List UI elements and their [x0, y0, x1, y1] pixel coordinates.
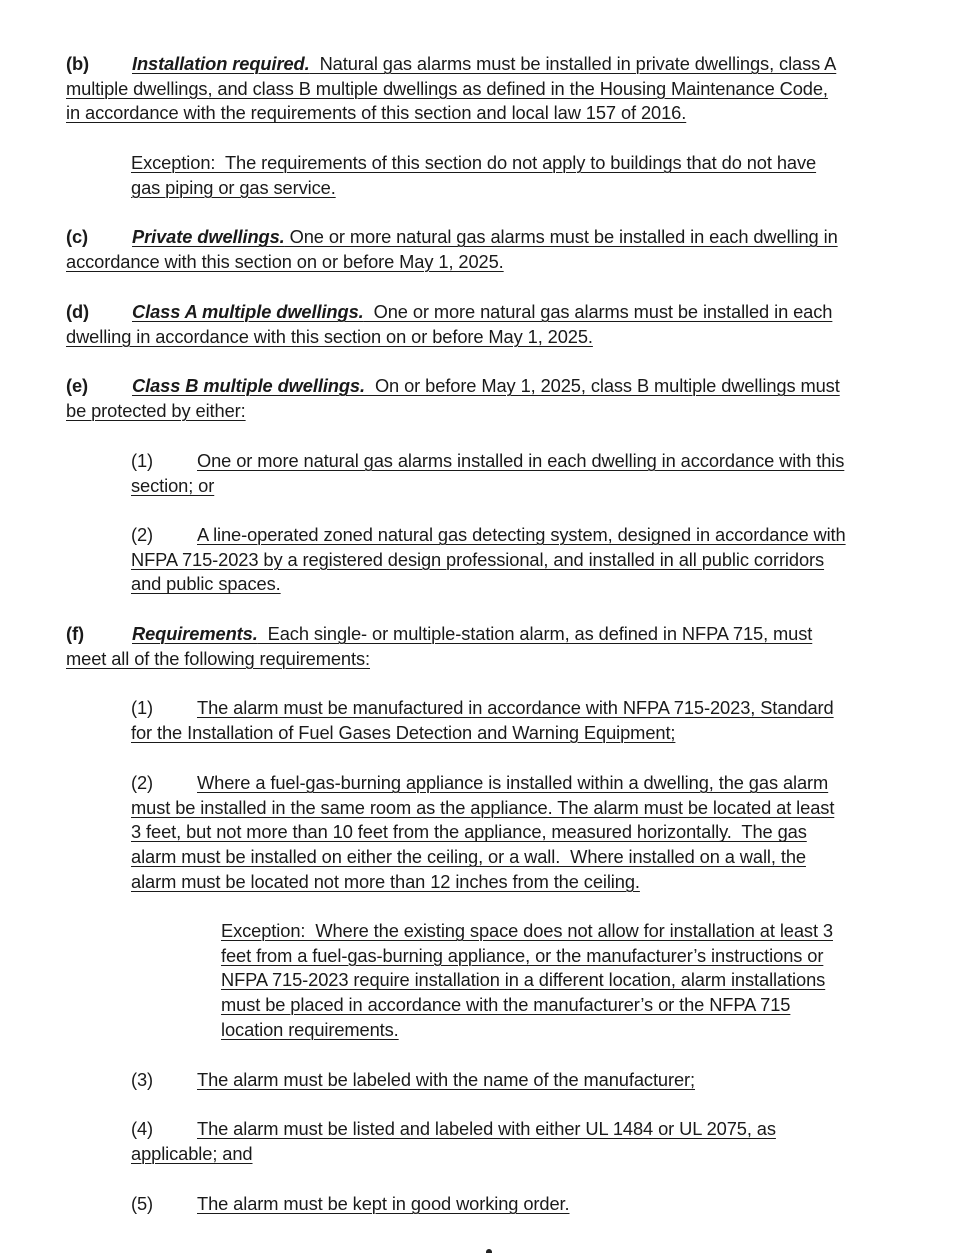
- section-f: [66, 622, 812, 671]
- section-b-line: in accordance with the requirements of this section and local law 157 of 2016.: [66, 102, 687, 124]
- section-f-text: Each single- or multiple-station alarm, as defined in NFPA 715, must: [257, 623, 813, 644]
- section-f-label: (f): [66, 623, 84, 644]
- exception-line: Exception: Where the existing space does not allow for installation at least 3: [221, 920, 833, 941]
- section-f-item-3: [131, 1068, 695, 1093]
- item-label: (1): [131, 450, 154, 471]
- section-b-label: (b): [66, 53, 90, 74]
- section-d-text: One or more natural gas alarms must be installed in each: [363, 301, 833, 322]
- section-f-item-4: [131, 1117, 776, 1166]
- section-b-exception: [131, 151, 816, 200]
- page-number-fragment: [486, 1249, 492, 1253]
- section-e-item-1: [131, 449, 844, 498]
- section-f-line: meet all of the following requirements:: [66, 647, 370, 669]
- item-text: The alarm must be kept in good working order.: [197, 1193, 570, 1214]
- section-e-text: On or before May 1, 2025, class B multiple dwellings must: [364, 375, 840, 396]
- item-text: The alarm must be manufactured in accordance with NFPA 715-2023, Standard: [197, 697, 834, 718]
- exception-line: NFPA 715-2023 require installation in a different location, alarm installations: [221, 969, 826, 991]
- section-d: [66, 300, 832, 349]
- section-e-label: (e): [66, 375, 89, 396]
- item-label: (3): [131, 1069, 154, 1090]
- exception-line: location requirements.: [221, 1018, 399, 1040]
- section-b-heading: Installation required.: [132, 53, 310, 74]
- section-f-item-5: [131, 1192, 570, 1217]
- item-label: (2): [131, 772, 154, 793]
- item-text: A line-operated zoned natural gas detecting system, designed in accordance with: [197, 524, 846, 545]
- item-line: applicable; and: [131, 1142, 253, 1164]
- section-c-text: One or more natural gas alarms must be installed in each dwelling in: [284, 226, 838, 247]
- section-c-line: accordance with this section on or before May 1, 2025.: [66, 250, 504, 272]
- exception-line: feet from a fuel-gas-burning appliance, or the manufacturer’s instructions or: [221, 944, 824, 966]
- item-label: (2): [131, 524, 154, 545]
- section-e-item-2: [131, 523, 846, 597]
- item-line: for the Installation of Fuel Gases Detection and Warning Equipment;: [131, 721, 676, 743]
- section-f-heading: Requirements.: [132, 623, 258, 644]
- item-line: and public spaces.: [131, 573, 281, 595]
- section-f-item-1: [131, 696, 834, 745]
- section-c-label: (c): [66, 226, 89, 247]
- section-d-line: dwelling in accordance with this section on or before May 1, 2025.: [66, 325, 593, 347]
- item-line: NFPA 715-2023 by a registered design professional, and installed in all public corridors: [131, 548, 825, 570]
- item-text: The alarm must be labeled with the name of the manufacturer;: [197, 1069, 696, 1090]
- exception-line: gas piping or gas service.: [131, 176, 336, 198]
- item-line: 3 feet, but not more than 10 feet from the appliance, measured horizontally. The gas: [131, 821, 807, 843]
- item-text: Where a fuel-gas-burning appliance is installed within a dwelling, the gas alarm: [197, 772, 829, 793]
- section-e-heading: Class B multiple dwellings.: [132, 375, 365, 396]
- item-line: alarm must be installed on either the ceiling, or a wall. Where installed on a wall, the: [131, 846, 806, 868]
- section-b-text: Natural gas alarms must be installed in private dwellings, class A: [309, 53, 837, 74]
- section-e: [66, 374, 840, 423]
- item-text: One or more natural gas alarms installed in each dwelling in accordance with this: [197, 450, 845, 471]
- item-line: must be installed in the same room as the appliance. The alarm must be located at least: [131, 796, 835, 818]
- section-f-item-2: [131, 771, 834, 895]
- item-label: (5): [131, 1193, 154, 1214]
- exception-line: must be placed in accordance with the manufacturer’s or the NFPA 715: [221, 994, 791, 1016]
- section-b: [66, 52, 836, 126]
- item-label: (1): [131, 697, 154, 718]
- section-c-heading: Private dwellings.: [132, 226, 285, 247]
- item-text: The alarm must be listed and labeled with either UL 1484 or UL 2075, as: [197, 1118, 776, 1139]
- section-b-line: multiple dwellings, and class B multiple dwellings as defined in the Housing Maintenance Code,: [66, 77, 828, 99]
- item-line: alarm must be located not more than 12 inches from the ceiling.: [131, 870, 640, 892]
- section-f-item-2-exception: [221, 919, 833, 1043]
- section-e-line: be protected by either:: [66, 399, 246, 421]
- section-c: [66, 225, 838, 274]
- item-line: section; or: [131, 474, 215, 496]
- section-d-label: (d): [66, 301, 90, 322]
- exception-line: Exception: The requirements of this section do not apply to buildings that do not have: [131, 152, 817, 173]
- section-d-heading: Class A multiple dwellings.: [132, 301, 364, 322]
- item-label: (4): [131, 1118, 154, 1139]
